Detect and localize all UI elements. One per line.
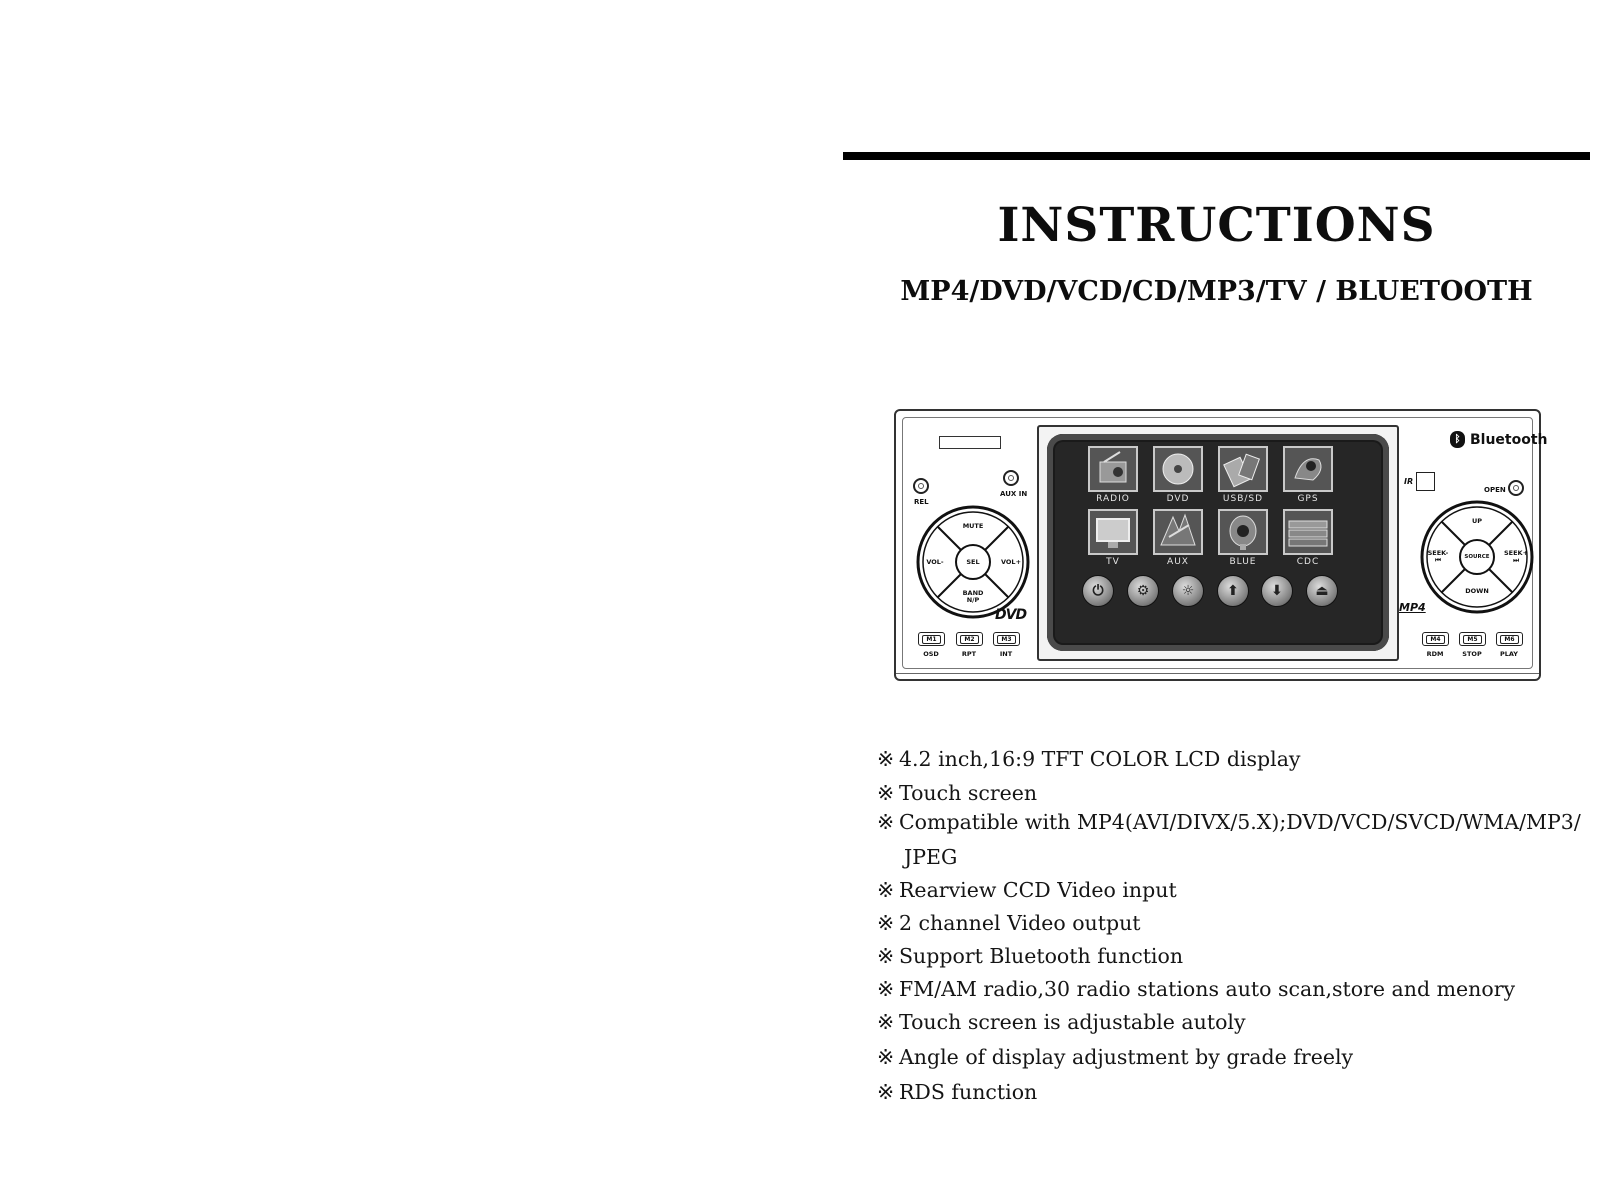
dial-label-up: UP [1471, 517, 1483, 525]
gps-icon [1283, 446, 1333, 492]
settings-icon: ⚙ [1127, 575, 1159, 607]
bluetooth-brand [1450, 431, 1548, 448]
tile-label-radio: RADIO [1096, 494, 1130, 504]
card-slot [939, 436, 1001, 449]
power-icon: ⏻ [1082, 575, 1114, 607]
m3-caption: INT [999, 650, 1013, 658]
mp4-logo: MP4 [1399, 601, 1426, 614]
dial-label-vol-down: VOL- [926, 558, 944, 566]
open-button [1508, 480, 1524, 496]
open-label: OPEN [1484, 486, 1506, 494]
tile-label-dvd: DVD [1166, 494, 1190, 504]
page-subtitle: MP4/DVD/VCD/CD/MP3/TV / BLUETOOTH [900, 276, 1533, 307]
feature-item: ※ Angle of display adjustment by grade freely [877, 1045, 1354, 1069]
arrow-down-icon: ⬇ [1261, 575, 1293, 607]
tv-icon [1088, 509, 1138, 555]
m3-button: M3 [993, 632, 1020, 646]
feature-item: ※ RDS function [877, 1080, 1038, 1104]
m2-caption: RPT [961, 650, 977, 658]
head-unit-illustration [894, 409, 1548, 681]
m2-button: M2 [956, 632, 983, 646]
m4-caption: RDM [1426, 650, 1444, 658]
feature-item: ※ FM/AM radio,30 radio stations auto scan,store and menory [877, 977, 1516, 1001]
dial-label-sel: SEL [966, 558, 980, 566]
brightness-icon: ☼ [1172, 575, 1204, 607]
aux-in-jack [1003, 470, 1019, 486]
feature-item: ※ Touch screen is adjustable autoly [877, 1010, 1246, 1034]
feature-item: ※ Touch screen [877, 781, 1038, 805]
dial-label-vol-up: VOL+ [1000, 558, 1022, 566]
tile-label-gps: GPS [1297, 494, 1319, 504]
m6-caption: PLAY [1499, 650, 1519, 658]
right-control-dial [1419, 499, 1535, 615]
ir-sensor [1416, 472, 1435, 491]
m5-caption: STOP [1462, 650, 1482, 658]
left-control-dial [915, 504, 1031, 620]
touch-screen-frame [1037, 425, 1399, 661]
bluetooth-icon: ᛒ [1450, 431, 1465, 448]
m5-button: M5 [1459, 632, 1486, 646]
eject-icon: ⏏ [1306, 575, 1338, 607]
ir-label: IR [1404, 477, 1414, 486]
dial-label-source: SOURCE [1464, 554, 1490, 560]
tile-label-tv: TV [1106, 557, 1120, 567]
page-title: INSTRUCTIONS [997, 198, 1436, 253]
rel-label: REL [914, 498, 929, 506]
dial-label-seek-down: SEEK- ⏮ [1427, 549, 1449, 564]
dial-label-seek-up: SEEK+ ⏭ [1503, 549, 1529, 564]
dial-label-mute: MUTE [962, 522, 984, 530]
arrow-up-icon: ⬆ [1217, 575, 1249, 607]
tile-label-blue: BLUE [1229, 557, 1257, 567]
feature-item: ※ 4.2 inch,16:9 TFT COLOR LCD display [877, 747, 1301, 771]
head-unit-base [896, 673, 1539, 680]
feature-item: ※ Compatible with MP4(AVI/DIVX/5.X);DVD/VCD/SVCD/WMA/MP3/ [877, 810, 1581, 834]
tile-label-aux: AUX [1167, 557, 1189, 567]
m4-button: M4 [1422, 632, 1449, 646]
cd-changer-icon [1283, 509, 1333, 555]
m6-button: M6 [1496, 632, 1523, 646]
touch-screen [1047, 434, 1389, 651]
aux-icon [1153, 509, 1203, 555]
usb-sd-icon [1218, 446, 1268, 492]
m1-button: M1 [918, 632, 945, 646]
tile-label-usb-sd: USB/SD [1222, 494, 1264, 504]
feature-item-continuation: JPEG [904, 845, 958, 869]
dial-label-band: BAND N/P [962, 589, 984, 604]
dvd-logo: DVD [995, 607, 1027, 623]
top-rule [843, 152, 1590, 160]
tile-label-cdc: CDC [1296, 557, 1320, 567]
radio-icon [1088, 446, 1138, 492]
dial-label-down: DOWN [1465, 587, 1489, 595]
feature-item: ※ Support Bluetooth function [877, 944, 1184, 968]
bluetooth-brand-label: Bluetooth [1470, 431, 1548, 448]
feature-item: ※ 2 channel Video output [877, 911, 1141, 935]
disc-icon [1153, 446, 1203, 492]
feature-item: ※ Rearview CCD Video input [877, 878, 1177, 902]
rel-button [913, 478, 929, 494]
m1-caption: OSD [923, 650, 939, 658]
bluetooth-headset-icon [1218, 509, 1268, 555]
aux-in-label: AUX IN [1000, 490, 1028, 498]
